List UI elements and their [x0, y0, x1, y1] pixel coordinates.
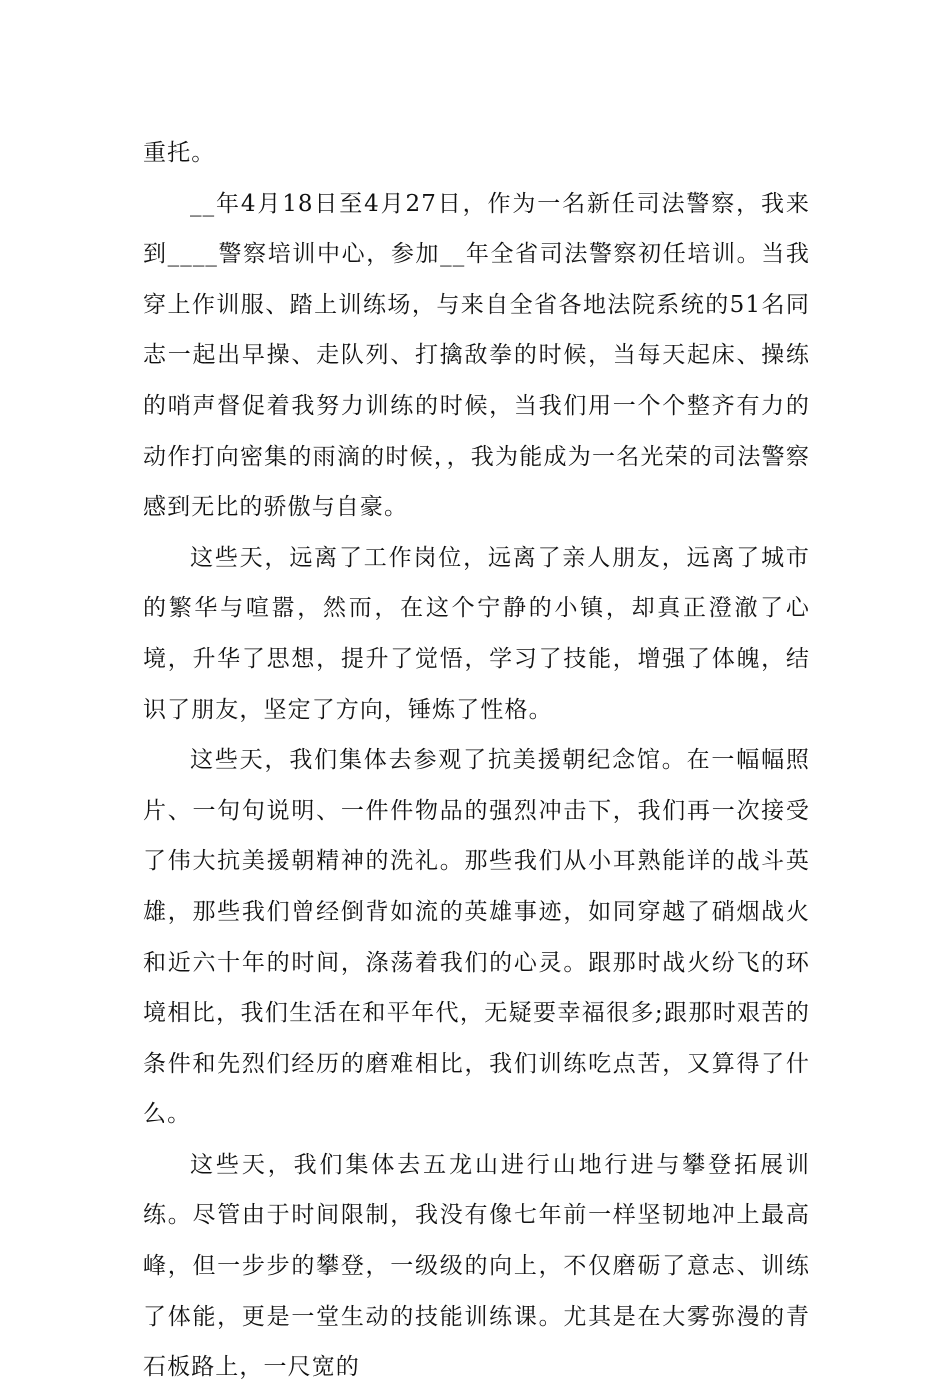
paragraph-5: 这些天，我们集体去五龙山进行山地行进与攀登拓展训练。尽管由于时间限制，我没有像七年前一样坚韧地冲上最高峰，但一步步的攀登，一级级的向上，不仅磨砺了意志、训练了体能，更是一堂生动的技能训练课。尤其是在大雾弥漫的青石板路上，一尺宽的 — [143, 1151, 810, 1381]
paragraph-2: __年4月18日至4月27日，作为一名新任司法警察，我来到____警察培训中心，参加__年全省司法警察初任培训。当我穿上作训服、踏上训练场，与来自全省各地法院系统的51名同志一起出早操、走队列、打擒敌拳的时候，当每天起床、操练的哨声督促着我努力训练的时候，当我们用一个个整齐有力的动作打向密集的雨滴的时候，，我为能成为一名光荣的司法警察感到无比的骄傲与自豪。 — [143, 190, 810, 521]
document-body — [143, 128, 810, 1393]
paragraph-3: 这些天，远离了工作岗位，远离了亲人朋友，远离了城市的繁华与喧嚣，然而，在这个宁静的小镇，却真正澄澈了心境，升华了思想，提升了觉悟，学习了技能，增强了体魄，结识了朋友，坚定了方向，锤炼了性格。 — [143, 544, 810, 723]
paragraph-1: 重托。 — [143, 140, 216, 166]
paragraph-4: 这些天，我们集体去参观了抗美援朝纪念馆。在一幅幅照片、一句句说明、一件件物品的强烈冲击下，我们再一次接受了伟大抗美援朝精神的洗礼。那些我们从小耳熟能详的战斗英雄，那些我们曾经倒背如流的英雄事迹，如同穿越了硝烟战火和近六十年的时间，涤荡着我们的心灵。跟那时战火纷飞的环境相比，我们生活在和平年代，无疑要幸福很多;跟那时艰苦的条件和先烈们经历的磨难相比，我们训练吃点苦，又算得了什么。 — [143, 747, 810, 1128]
